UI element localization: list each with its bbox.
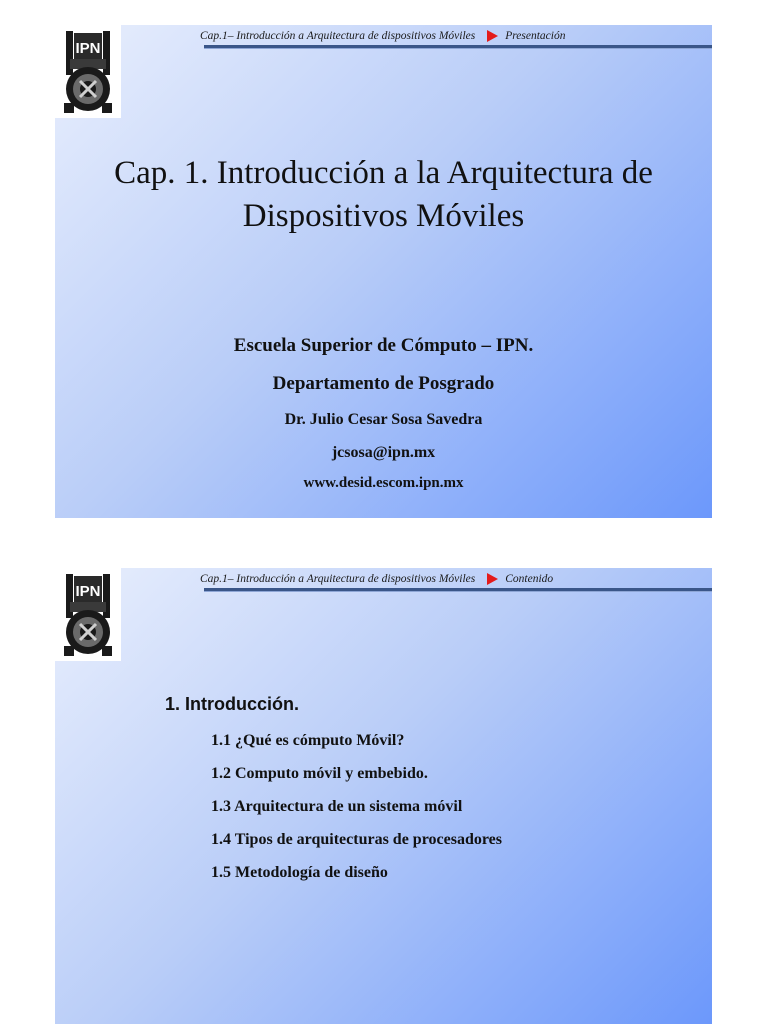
slide-presentacion [55,25,712,518]
slide-title: Cap. 1. Introducción a la Arquitectura de Dispositivos Móviles [114,155,653,234]
section-label: Contenido [505,573,554,585]
play-arrow-icon [487,30,498,42]
header-divider [204,45,712,49]
chapter-label: Cap.1– Introducción a Arquitectura de dispositivos Móviles [200,30,476,42]
toc-item: 1.2 Computo móvil y embebido. [211,765,428,782]
play-arrow-icon [487,573,498,585]
toc-item: 1.5 Metodología de diseño [211,864,388,881]
toc-item: 1.3 Arquitectura de un sistema móvil [211,798,463,815]
department-name: Departamento de Posgrado [272,373,495,394]
table-of-contents [211,731,502,896]
website-url: www.desid.escom.ipn.mx [303,475,464,491]
slide-header [200,573,553,585]
author-email: jcsosa@ipn.mx [331,444,436,461]
slide-contenido [55,568,712,1024]
svg-text:IPN: IPN [75,39,101,57]
ipn-logo [55,568,121,661]
author-name: Dr. Julio Cesar Sosa Savedra [284,411,483,428]
section-heading: 1. Introducción. [165,694,300,714]
school-name: Escuela Superior de Cómputo – IPN. [233,335,534,356]
ipn-logo-icon [60,29,116,115]
chapter-label: Cap.1– Introducción a Arquitectura de dispositivos Móviles [200,573,476,585]
header-divider [204,588,712,592]
toc-item: 1.1 ¿Qué es cómputo Móvil? [211,732,405,749]
svg-text:IPN: IPN [75,582,101,600]
ipn-logo [55,25,121,118]
toc-item: 1.4 Tipos de arquitecturas de procesadores [211,831,502,848]
slide-header [200,30,566,42]
section-label: Presentación [505,30,566,42]
ipn-logo-icon [60,572,116,658]
